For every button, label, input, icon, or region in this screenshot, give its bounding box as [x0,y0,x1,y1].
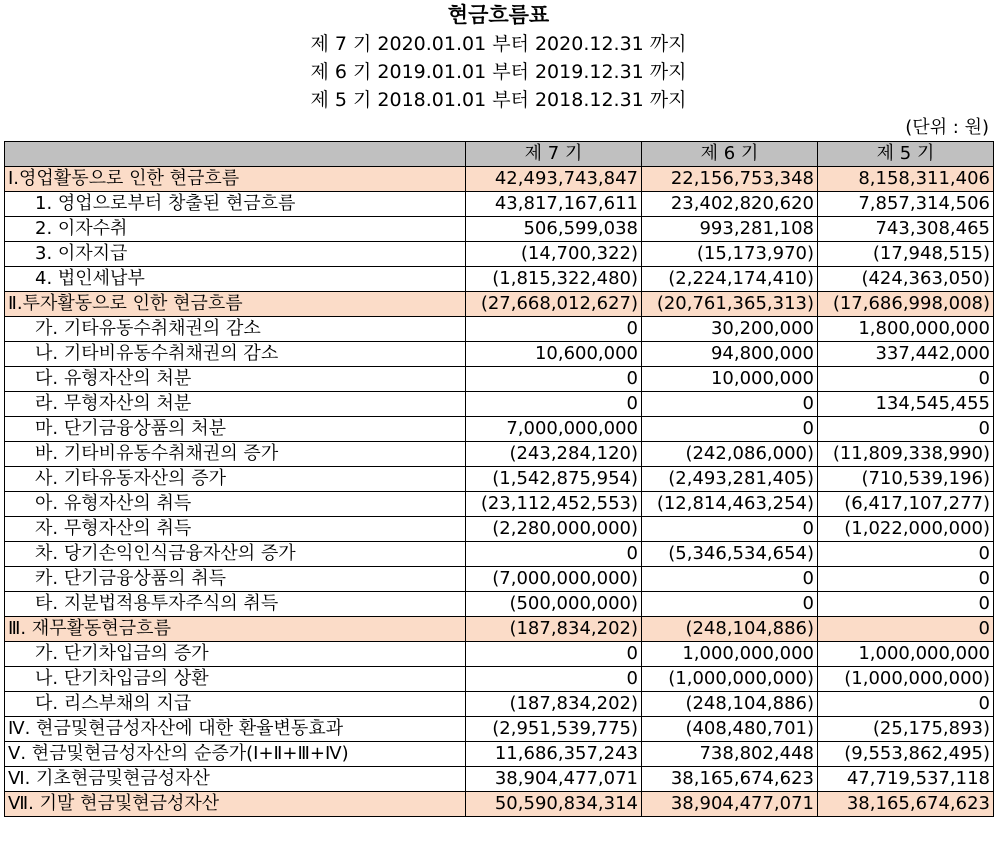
table-row [5,792,994,817]
value-period-6: (20,761,365,313) [642,292,818,317]
header-period-5: 제 5 기 [818,142,994,167]
cash-flow-table [4,141,994,817]
value-period-7: 506,599,038 [466,217,642,242]
row-label: 바. 기타비유동수취채권의 증가 [5,442,466,467]
value-period-6: 10,000,000 [642,367,818,392]
value-period-5: 337,442,000 [818,342,994,367]
value-period-6: 0 [642,392,818,417]
header-label [5,142,466,167]
table-row [5,542,994,567]
value-period-5: 134,545,455 [818,392,994,417]
row-label: 나. 단기차입금의 상환 [5,667,466,692]
value-period-5: 38,165,674,623 [818,792,994,817]
period-line-7: 제 7 기 2020.01.01 부터 2020.12.31 까지 [310,33,687,55]
table-row [5,667,994,692]
table-row [5,492,994,517]
value-period-5: 0 [818,617,994,642]
value-period-7: 38,904,477,071 [466,767,642,792]
value-period-5: 8,158,311,406 [818,167,994,192]
value-period-5: 0 [818,367,994,392]
row-label: 사. 기타유동자산의 증가 [5,467,466,492]
value-period-6: 94,800,000 [642,342,818,367]
table-row [5,392,994,417]
value-period-7: 0 [466,642,642,667]
value-period-5: 0 [818,692,994,717]
value-period-5: 7,857,314,506 [818,192,994,217]
row-label: Ⅲ. 재무활동현금흐름 [5,617,466,642]
row-label: 3. 이자지급 [5,242,466,267]
table-row [5,317,994,342]
value-period-7: (14,700,322) [466,242,642,267]
value-period-5: (9,553,862,495) [818,742,994,767]
row-label: 1. 영업으로부터 창출된 현금흐름 [5,192,466,217]
value-period-6: (2,493,281,405) [642,467,818,492]
value-period-5: (11,809,338,990) [818,442,994,467]
row-label: Ⅵ. 기초현금및현금성자산 [5,767,466,792]
value-period-5: (710,539,196) [818,467,994,492]
value-period-7: 0 [466,317,642,342]
value-period-6: 30,200,000 [642,317,818,342]
value-period-5: 0 [818,567,994,592]
value-period-7: 0 [466,392,642,417]
table-row [5,767,994,792]
value-period-5: (424,363,050) [818,267,994,292]
value-period-7: (2,280,000,000) [466,517,642,542]
value-period-6: 0 [642,592,818,617]
value-period-6: 738,802,448 [642,742,818,767]
value-period-6: (248,104,886) [642,692,818,717]
row-label: Ⅱ.투자활동으로 인한 현금흐름 [5,292,466,317]
value-period-5: 743,308,465 [818,217,994,242]
table-row [5,742,994,767]
value-period-7: (500,000,000) [466,592,642,617]
table-row [5,517,994,542]
value-period-6: (5,346,534,654) [642,542,818,567]
value-period-5: 0 [818,542,994,567]
row-label: 마. 단기금융상품의 처분 [5,417,466,442]
table-row [5,467,994,492]
row-label: 다. 리스부채의 지급 [5,692,466,717]
row-label: 카. 단기금융상품의 취득 [5,567,466,592]
value-period-7: (187,834,202) [466,617,642,642]
value-period-7: 0 [466,667,642,692]
value-period-6: 38,904,477,071 [642,792,818,817]
value-period-5: (17,948,515) [818,242,994,267]
table-row [5,217,994,242]
value-period-5: (1,000,000,000) [818,667,994,692]
table-row [5,642,994,667]
value-period-5: (17,686,998,008) [818,292,994,317]
row-label: 차. 당기손익인식금융자산의 증가 [5,542,466,567]
value-period-6: (12,814,463,254) [642,492,818,517]
row-label: 타. 지분법적용투자주식의 취득 [5,592,466,617]
row-label: 다. 유형자산의 처분 [5,367,466,392]
value-period-7: 43,817,167,611 [466,192,642,217]
value-period-7: 7,000,000,000 [466,417,642,442]
row-label: 가. 단기차입금의 증가 [5,642,466,667]
value-period-7: (187,834,202) [466,692,642,717]
row-label: Ⅶ. 기말 현금및현금성자산 [5,792,466,817]
value-period-6: 1,000,000,000 [642,642,818,667]
value-period-7: 10,600,000 [466,342,642,367]
value-period-6: 0 [642,567,818,592]
row-label: 가. 기타유동수취채권의 감소 [5,317,466,342]
row-label: Ⅴ. 현금및현금성자산의 순증가(Ⅰ+Ⅱ+Ⅲ+Ⅳ) [5,742,466,767]
value-period-6: 0 [642,417,818,442]
value-period-5: 47,719,537,118 [818,767,994,792]
row-label: 2. 이자수취 [5,217,466,242]
value-period-7: (1,815,322,480) [466,267,642,292]
period-line-5: 제 5 기 2018.01.01 부터 2018.12.31 까지 [310,89,687,111]
value-period-7: (23,112,452,553) [466,492,642,517]
table-body [5,167,994,817]
value-period-6: 22,156,753,348 [642,167,818,192]
value-period-5: 0 [818,592,994,617]
row-label: 4. 법인세납부 [5,267,466,292]
header-row [5,142,994,167]
value-period-7: 0 [466,367,642,392]
value-period-5: 1,800,000,000 [818,317,994,342]
row-label: 자. 무형자산의 취득 [5,517,466,542]
table-row [5,617,994,642]
value-period-7: (2,951,539,775) [466,717,642,742]
value-period-6: (1,000,000,000) [642,667,818,692]
value-period-5: 0 [818,417,994,442]
value-period-6: (2,224,174,410) [642,267,818,292]
table-row [5,167,994,192]
table-row [5,717,994,742]
value-period-7: 50,590,834,314 [466,792,642,817]
value-period-5: 1,000,000,000 [818,642,994,667]
value-period-5: (25,175,893) [818,717,994,742]
row-label: 나. 기타비유동수취채권의 감소 [5,342,466,367]
table-row [5,267,994,292]
table-row [5,567,994,592]
table-row [5,342,994,367]
value-period-7: 42,493,743,847 [466,167,642,192]
header-period-7: 제 7 기 [466,142,642,167]
value-period-7: (1,542,875,954) [466,467,642,492]
value-period-6: (15,173,970) [642,242,818,267]
value-period-7: (243,284,120) [466,442,642,467]
unit-label: (단위 : 원) [905,117,989,138]
value-period-6: (408,480,701) [642,717,818,742]
value-period-6: (248,104,886) [642,617,818,642]
value-period-7: (27,668,012,627) [466,292,642,317]
statement-title: 현금흐름표 [447,3,550,27]
value-period-6: 38,165,674,623 [642,767,818,792]
period-line-6: 제 6 기 2019.01.01 부터 2019.12.31 까지 [310,61,687,83]
table-row [5,192,994,217]
row-label: Ⅳ. 현금및현금성자산에 대한 환율변동효과 [5,717,466,742]
row-label: 아. 유형자산의 취득 [5,492,466,517]
value-period-6: 993,281,108 [642,217,818,242]
table-row [5,292,994,317]
value-period-7: (7,000,000,000) [466,567,642,592]
table-row [5,367,994,392]
table-row [5,442,994,467]
table-row [5,417,994,442]
header-period-6: 제 6 기 [642,142,818,167]
value-period-5: (1,022,000,000) [818,517,994,542]
value-period-6: 0 [642,517,818,542]
value-period-6: (242,086,000) [642,442,818,467]
row-label: Ⅰ.영업활동으로 인한 현금흐름 [5,167,466,192]
value-period-7: 11,686,357,243 [466,742,642,767]
value-period-6: 23,402,820,620 [642,192,818,217]
row-label: 라. 무형자산의 처분 [5,392,466,417]
value-period-7: 0 [466,542,642,567]
table-row [5,242,994,267]
table-row [5,592,994,617]
value-period-5: (6,417,107,277) [818,492,994,517]
table-row [5,692,994,717]
